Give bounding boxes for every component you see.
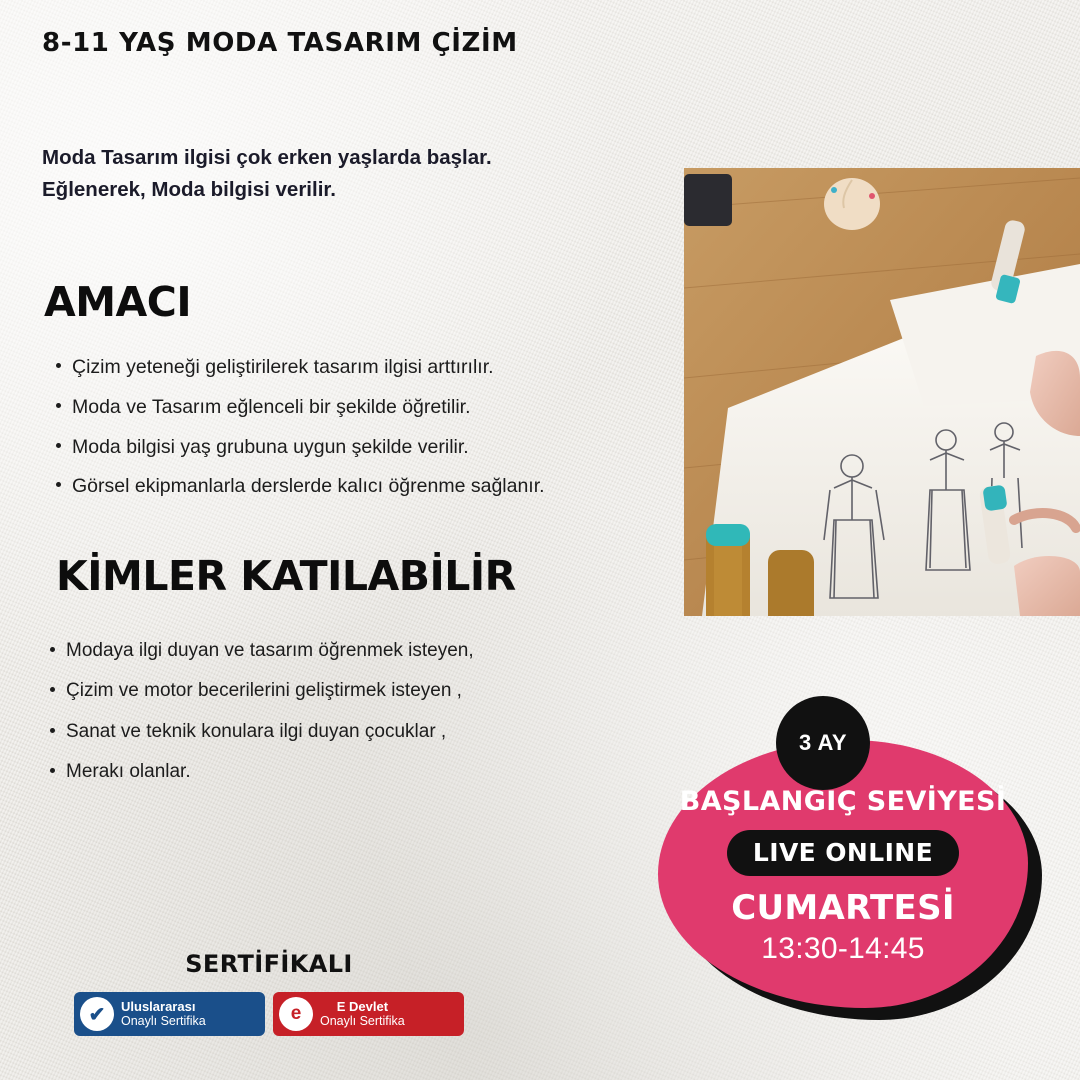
thread-spool-left	[706, 524, 750, 616]
intro-text	[42, 142, 622, 206]
edevlet-icon: e	[279, 997, 313, 1031]
certificate-line-2: Onaylı Sertifika	[320, 1014, 405, 1029]
promo-time: 13:30-14:45	[761, 932, 925, 965]
certificates-section	[74, 950, 464, 1036]
list-item: Görsel ekipmanlarla derslerde kalıcı öğrenme sağlanır.	[72, 471, 692, 502]
certificate-line-1: E Devlet	[336, 998, 389, 1014]
list-item: Moda bilgisi yaş grubuna uygun şekilde verilir.	[72, 432, 692, 463]
list-item: Merakı olanlar.	[66, 757, 686, 787]
certificate-badge-international	[74, 992, 265, 1036]
section-heading-amaci: AMACI	[44, 278, 192, 326]
certificate-text	[320, 1000, 405, 1029]
certificates-title: SERTİFİKALI	[185, 950, 353, 978]
list-item: Moda ve Tasarım eğlenceli bir şekilde öğretilir.	[72, 392, 692, 423]
certificate-line-1: Uluslararası	[121, 998, 196, 1014]
kimler-katilabilir-list	[40, 636, 686, 798]
duration-badge: 3 AY	[776, 696, 870, 790]
certificate-line-2: Onaylı Sertifika	[121, 1014, 206, 1029]
promo-format-badge: LIVE ONLINE	[727, 830, 959, 876]
section-heading-kimler: KİMLER KATILABİLİR	[56, 552, 516, 600]
photo-illustration	[684, 168, 1080, 616]
promo-level: BAŞLANGIÇ SEVİYESİ	[679, 786, 1007, 817]
certificate-badges	[74, 992, 464, 1036]
list-item: Çizim yeteneği geliştirilerek tasarım ilgisi arttırılır.	[72, 352, 692, 383]
list-item: Modaya ilgi duyan ve tasarım öğrenmek isteyen,	[66, 636, 686, 666]
list-item: Çizim ve motor becerilerini geliştirmek isteyen ,	[66, 676, 686, 706]
check-icon: ✔	[80, 997, 114, 1031]
intro-line-1: Moda Tasarım ilgisi çok erken yaşlarda başlar.	[42, 146, 492, 169]
certificate-badge-edevlet	[273, 992, 464, 1036]
promo-day: CUMARTESİ	[731, 888, 955, 928]
pincushion	[824, 178, 880, 230]
promo-details	[640, 786, 1046, 966]
certificate-text	[121, 1000, 206, 1029]
list-item: Sanat ve teknik konulara ilgi duyan çocuklar ,	[66, 717, 686, 747]
thread-spool-right	[768, 550, 814, 616]
page-title: 8-11 YAŞ MODA TASARIM ÇİZİM	[42, 28, 518, 58]
amaci-list	[46, 352, 692, 511]
promo-panel	[640, 690, 1080, 1030]
fashion-sketch-photo	[684, 168, 1080, 616]
intro-line-2: Eğlenerek, Moda bilgisi verilir.	[42, 177, 336, 201]
